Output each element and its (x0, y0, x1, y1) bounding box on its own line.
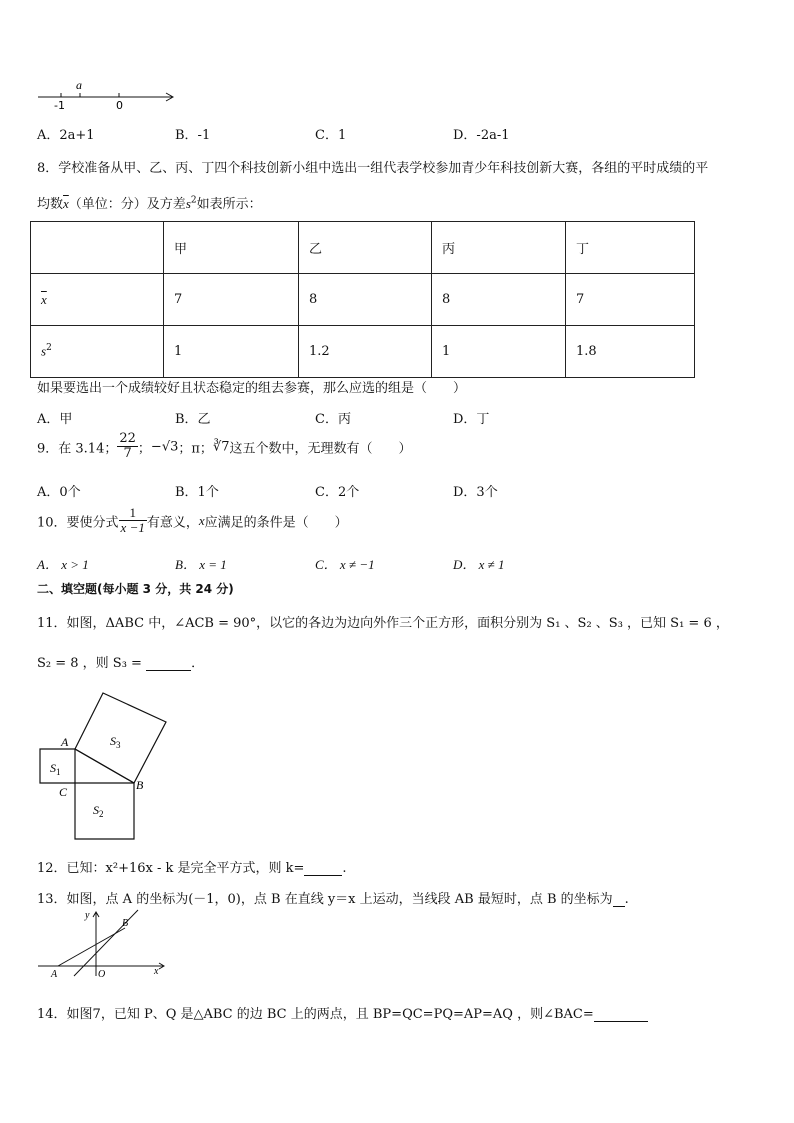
row-label-xbar: $\overline{x}$ (41, 291, 47, 307)
label-O: O (98, 969, 106, 978)
q9-option-d[interactable]: D．3个 (453, 485, 498, 500)
q11-squares-figure (28, 688, 178, 843)
label-x: x (154, 966, 159, 977)
q7-option-b[interactable]: B．-1 (175, 128, 211, 143)
q10-option-d[interactable]: D． x ≠ 1 (453, 557, 505, 572)
q9-option-b[interactable]: B．1个 (175, 485, 219, 500)
q7-option-d[interactable]: D．-2a-1 (453, 128, 510, 143)
header-bing: 丙 (432, 222, 566, 274)
square-s3 (75, 693, 166, 783)
header-yi: 乙 (299, 222, 432, 274)
q8-table (30, 221, 695, 378)
fraction-1-over-x-1: $\frac{1}{x -1}$ (120, 505, 145, 536)
q8-option-a[interactable]: A．甲 (37, 412, 73, 427)
q10-option-b[interactable]: B． x = 1 (175, 557, 227, 572)
header-jia: 甲 (164, 222, 299, 274)
q9-option-a[interactable]: A．0个 (37, 485, 81, 500)
q8-question: 如果要选出一个成绩较好且状态稳定的组去参赛，那么应选的组是（ ） (37, 381, 467, 396)
q13-answer-blank[interactable] (613, 894, 625, 907)
label-y: y (85, 910, 90, 921)
table-header-row (31, 222, 695, 274)
q8-option-b[interactable]: B．乙 (175, 412, 211, 427)
q9-option-c[interactable]: C．2个 (315, 485, 360, 500)
q9-stem: 9．在 3.14； $\frac{22}{7}$ ；−√3；π；∛7这五个数中，无理数有（ ） (37, 431, 412, 462)
svg-text:S2: $S_2$ (93, 803, 104, 819)
header-ding: 丁 (566, 222, 695, 274)
number-line-figure (34, 78, 179, 114)
triangle-hypotenuse (75, 749, 134, 783)
svg-text:S1: $S_1$ (50, 761, 61, 777)
q8-line2: 均数$\overline{x}$（单位：分）及方差$s^2$如表所示： (37, 195, 262, 212)
q13-coordinate-figure (36, 908, 171, 978)
svg-text:S3: $S_3$ (110, 734, 121, 750)
square-s2 (75, 783, 134, 839)
fraction-22-7: $\frac{22}{7}$ (119, 431, 136, 462)
q13-stem: 13．如图，点 A 的坐标为(－1，0)，点 B 在直线 y＝x 上运动，当线段 AB 最短时，点 B 的坐标为 . (37, 892, 629, 907)
q10-option-a[interactable]: A． x > 1 (37, 557, 89, 572)
label-zero: 0 (116, 99, 123, 112)
q8-option-c[interactable]: C．丙 (315, 412, 351, 427)
q12-stem: 12．已知：x²+16x - k 是完全平方式，则 k= . (37, 861, 347, 876)
q11-line2: S₂ = 8 ，则 S₃ = ． (37, 656, 205, 671)
label-A: A (51, 969, 58, 978)
section2-heading: 二、填空题(每小题 3 分，共 24 分) (37, 582, 234, 596)
q7-option-c[interactable]: C．1 (315, 128, 347, 143)
label-B: B (122, 918, 129, 929)
q7-option-a[interactable]: A．2a+1 (37, 128, 95, 143)
label-a: a (76, 78, 82, 92)
q10-stem: 10．要使分式 $\frac{1}{x -1}$ 有意义，x应满足的条件是（ ） (37, 505, 348, 536)
label-B: B (136, 778, 144, 792)
q12-answer-blank[interactable] (304, 863, 342, 876)
q8-option-d[interactable]: D．丁 (453, 412, 490, 427)
q8-line1: 8．学校准备从甲、乙、丙、丁四个科技创新小组中选出一组代表学校参加青少年科技创新大赛，各组的平时成绩的平 (37, 161, 709, 176)
q11-line1: 11．如图，ΔABC 中，∠ACB = 90°，以它的各边为边向外作三个正方形，面积分别为 S₁ 、S₂ 、S₃ ，已知 S₁ = 6 ， (37, 616, 729, 631)
label-A: A (61, 735, 69, 749)
row-label-s2: s (41, 343, 47, 359)
xbar-symbol: $\overline{x}$ (63, 196, 69, 211)
label-C: C (59, 785, 68, 799)
table-row-variance: $s^2$ 1 1.2 1 1.8 (31, 326, 695, 378)
q10-option-c[interactable]: C． x ≠ −1 (315, 557, 375, 572)
q11-answer-blank[interactable] (146, 658, 191, 671)
square-s1 (40, 749, 75, 783)
label-minus1: -1 (54, 99, 65, 112)
table-row-mean: $\overline{x}$ 7 8 8 7 (31, 274, 695, 326)
segment-AB (58, 928, 125, 966)
q14-stem: 14．如图7，已知 P、Q 是△ABC 的边 BC 上的两点，且 BP=QC=PQ=AP=AQ ，则∠BAC= (37, 1003, 648, 1022)
q14-answer-blank[interactable] (594, 1009, 648, 1022)
